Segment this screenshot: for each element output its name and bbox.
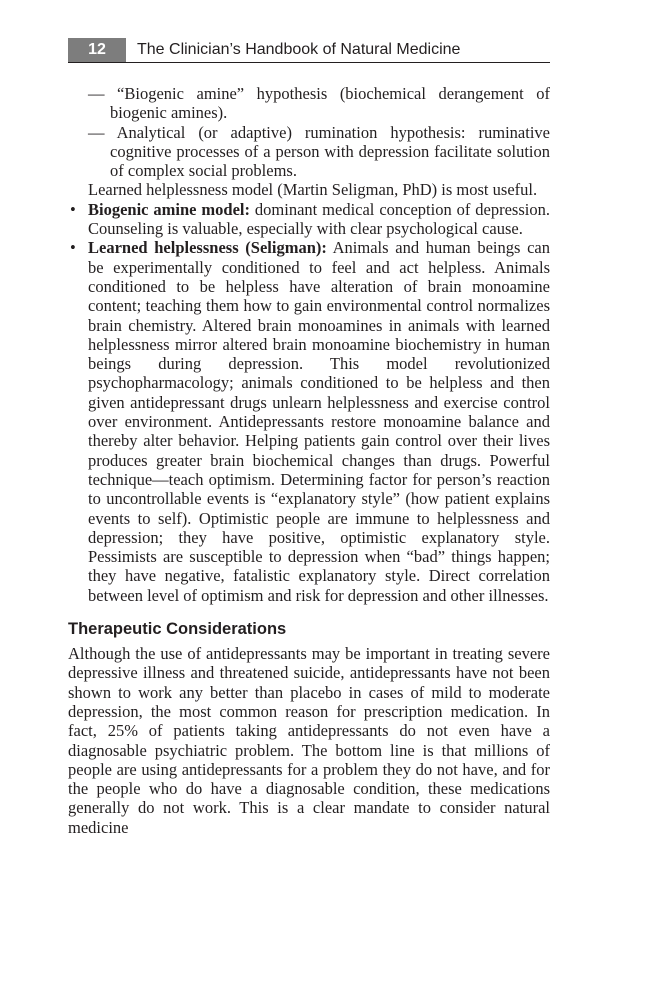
page-body [68, 84, 550, 837]
bullet-term: Learned helplessness (Seligman): [88, 238, 327, 258]
bullet-list [68, 200, 550, 605]
book-title: The Clinician’s Handbook of Natural Medicine [137, 41, 461, 58]
running-header [68, 38, 550, 63]
section-paragraph: Although the use of antidepressants may be important in treating severe depressive illness and threatened suicide, antidepressants have not been shown to work any better than placebo in cases of mild to moderate depression, the most common reason for prescription medication. In fact, 25% of patients taking antidepressants do not even have a diagnosable psychiatric problem. The bottom line is that millions of people are using antidepressants for a problem they do not have, and for the people who do have a diagnosable condition, these medications generally do not work. This is a clear mandate to consider natural medicine [68, 644, 550, 837]
bullet-icon: • [70, 199, 76, 219]
bullet-text: dominant medical conception of depression. Counseling is valuable, especially with clear psychological cause. [88, 199, 550, 239]
bullet-item-biogenic-amine [68, 200, 550, 239]
bullet-term: Biogenic amine model: [88, 199, 250, 219]
bullet-item-learned-helplessness [68, 238, 550, 605]
bullet-text: Animals and human beings can be experimentally conditioned to feel and act helpless. Animals conditioned to be helpless have alteration of brain monoamine content; teaching them how to gain environmental control normalizes brain chemistry. Altered brain monoamines in animals with learned helplessness mirror altered brain monoamine biochemistry in human beings during depression. This model revolutionized psychopharmacology; animals conditioned to be helpless and then given antidepressant drugs unlearn helplessness and exercise control over environment. Antidepressants restore monoamine balance and thereby alter behavior. Helping patients gain control over their lives produces greater brain biochemical changes than drugs. Powerful technique—teach optimism. Determining factor for person’s reaction to uncontrollable events is “explanatory style” (how patient explains events to self). Optimistic people are immune to helplessness and depression; they have positive, optimistic explanatory style. Pessimists are susceptible to depression when “bad” things happen; they have negative, fatalistic explanatory style. Direct correlation between level of optimism and risk for depression and other illnesses. [88, 238, 550, 605]
page-number: 12 [68, 38, 126, 62]
bullet-icon: • [70, 238, 76, 258]
dash-list-item: — “Biogenic amine” hypothesis (biochemical derangement of biogenic amines). [88, 84, 550, 123]
dash-list-item: — Analytical (or adaptive) rumination hypothesis: ruminative cognitive processes of a person with depression facilitate solution of complex social problems. [88, 122, 550, 181]
intro-paragraph: Learned helplessness model (Martin Seligman, PhD) is most useful. [88, 180, 538, 200]
section-heading: Therapeutic Considerations [68, 620, 287, 639]
